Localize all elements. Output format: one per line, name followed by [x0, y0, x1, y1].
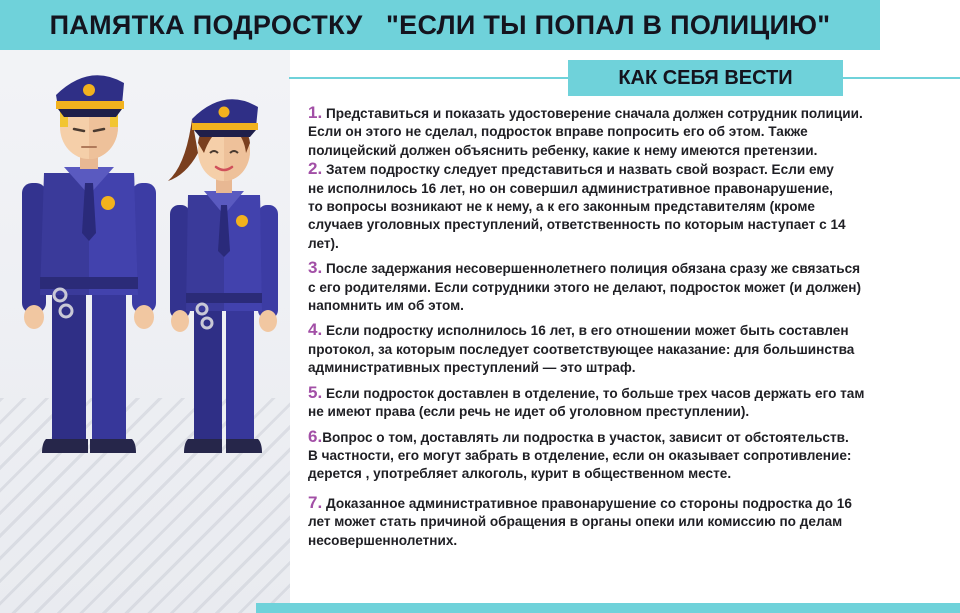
rule-line: Если он этого не сделал, подросток вправе попросить его об этом. Также [308, 124, 808, 140]
rule-line: В частности, его могут забрать в отделение, если он оказывает сопротивление: [308, 447, 852, 463]
rule-2 [308, 160, 908, 253]
rule-number: 6. [308, 426, 323, 446]
rule-line: протокол, за которым последует соответствующее наказание: для большинства [308, 341, 855, 357]
rule-line: Если подростку исполнилось 16 лет, в его отношении может быть составлен [325, 323, 849, 339]
rules-list [308, 104, 908, 550]
rule-6 [308, 428, 908, 484]
rule-number: 1. [308, 103, 323, 122]
rule-5 [308, 384, 908, 422]
rule-line: Если подросток доставлен в отделение, то больше трех часов держать его там [325, 385, 865, 401]
rule-1 [308, 104, 908, 160]
policewoman-figure [168, 99, 278, 453]
rule-line: Доказанное административное правонарушение со стороны подростка до 16 [325, 495, 852, 511]
rule-line: полицейский должен объяснить ребенку, какие к нему имеются претензии. [308, 142, 818, 158]
rule-line: лет). [308, 235, 339, 251]
section-heading: КАК СЕБЯ ВЕСТИ [568, 60, 843, 96]
rule-line: не имеют права (если речь не идет об уголовном преступлении). [308, 404, 750, 420]
rule-number: 3. [308, 258, 323, 278]
rule-line: После задержания несовершеннолетнего полиция обязана сразу же связаться [325, 261, 861, 277]
bottom-accent-bar [256, 603, 960, 613]
rule-line: то вопросы возникают не к нему, а к его законным представителям (кроме [308, 199, 815, 215]
rule-line: с его родителями. Если сотрудники этого не делают, подросток может (и должен) [308, 279, 861, 295]
rule-7 [308, 494, 908, 550]
rule-number: 2. [308, 159, 323, 179]
rule-line: лет может стать причиной обращения в органы опеки или комиссию по делам [308, 514, 843, 530]
rule-line: напомнить им об этом. [308, 298, 464, 314]
rule-number: 7. [308, 492, 323, 512]
rule-line: не исполнилось 16 лет, но он совершил административное правонарушение, [308, 180, 833, 196]
rule-line: Затем подростку следует представиться и назвать свой возраст. Если ему [325, 162, 834, 178]
rule-line: Представиться и показать удостоверение сначала должен сотрудник полиции. [325, 106, 863, 121]
rule-line: Вопрос о том, доставлять ли подростка в участок, зависит от обстоятельств. [322, 429, 849, 445]
rule-4 [308, 321, 908, 377]
rule-number: 4. [308, 320, 323, 340]
officers-illustration [0, 55, 290, 475]
rule-line: случаев уголовных преступлений, ответственность по которым наступает с 14 [308, 217, 846, 233]
page-title: ПАМЯТКА ПОДРОСТКУ "ЕСЛИ ТЫ ПОПАЛ В ПОЛИЦИЮ" [49, 9, 831, 40]
rule-number: 5. [308, 382, 323, 402]
rule-line: дерется , употребляет алкоголь, курит в общественном месте. [308, 466, 732, 482]
rule-3 [308, 259, 908, 315]
rule-line: административных преступлений — это штраф. [308, 360, 636, 376]
rule-line: несовершеннолетних. [308, 532, 458, 548]
policeman-figure [22, 75, 156, 453]
